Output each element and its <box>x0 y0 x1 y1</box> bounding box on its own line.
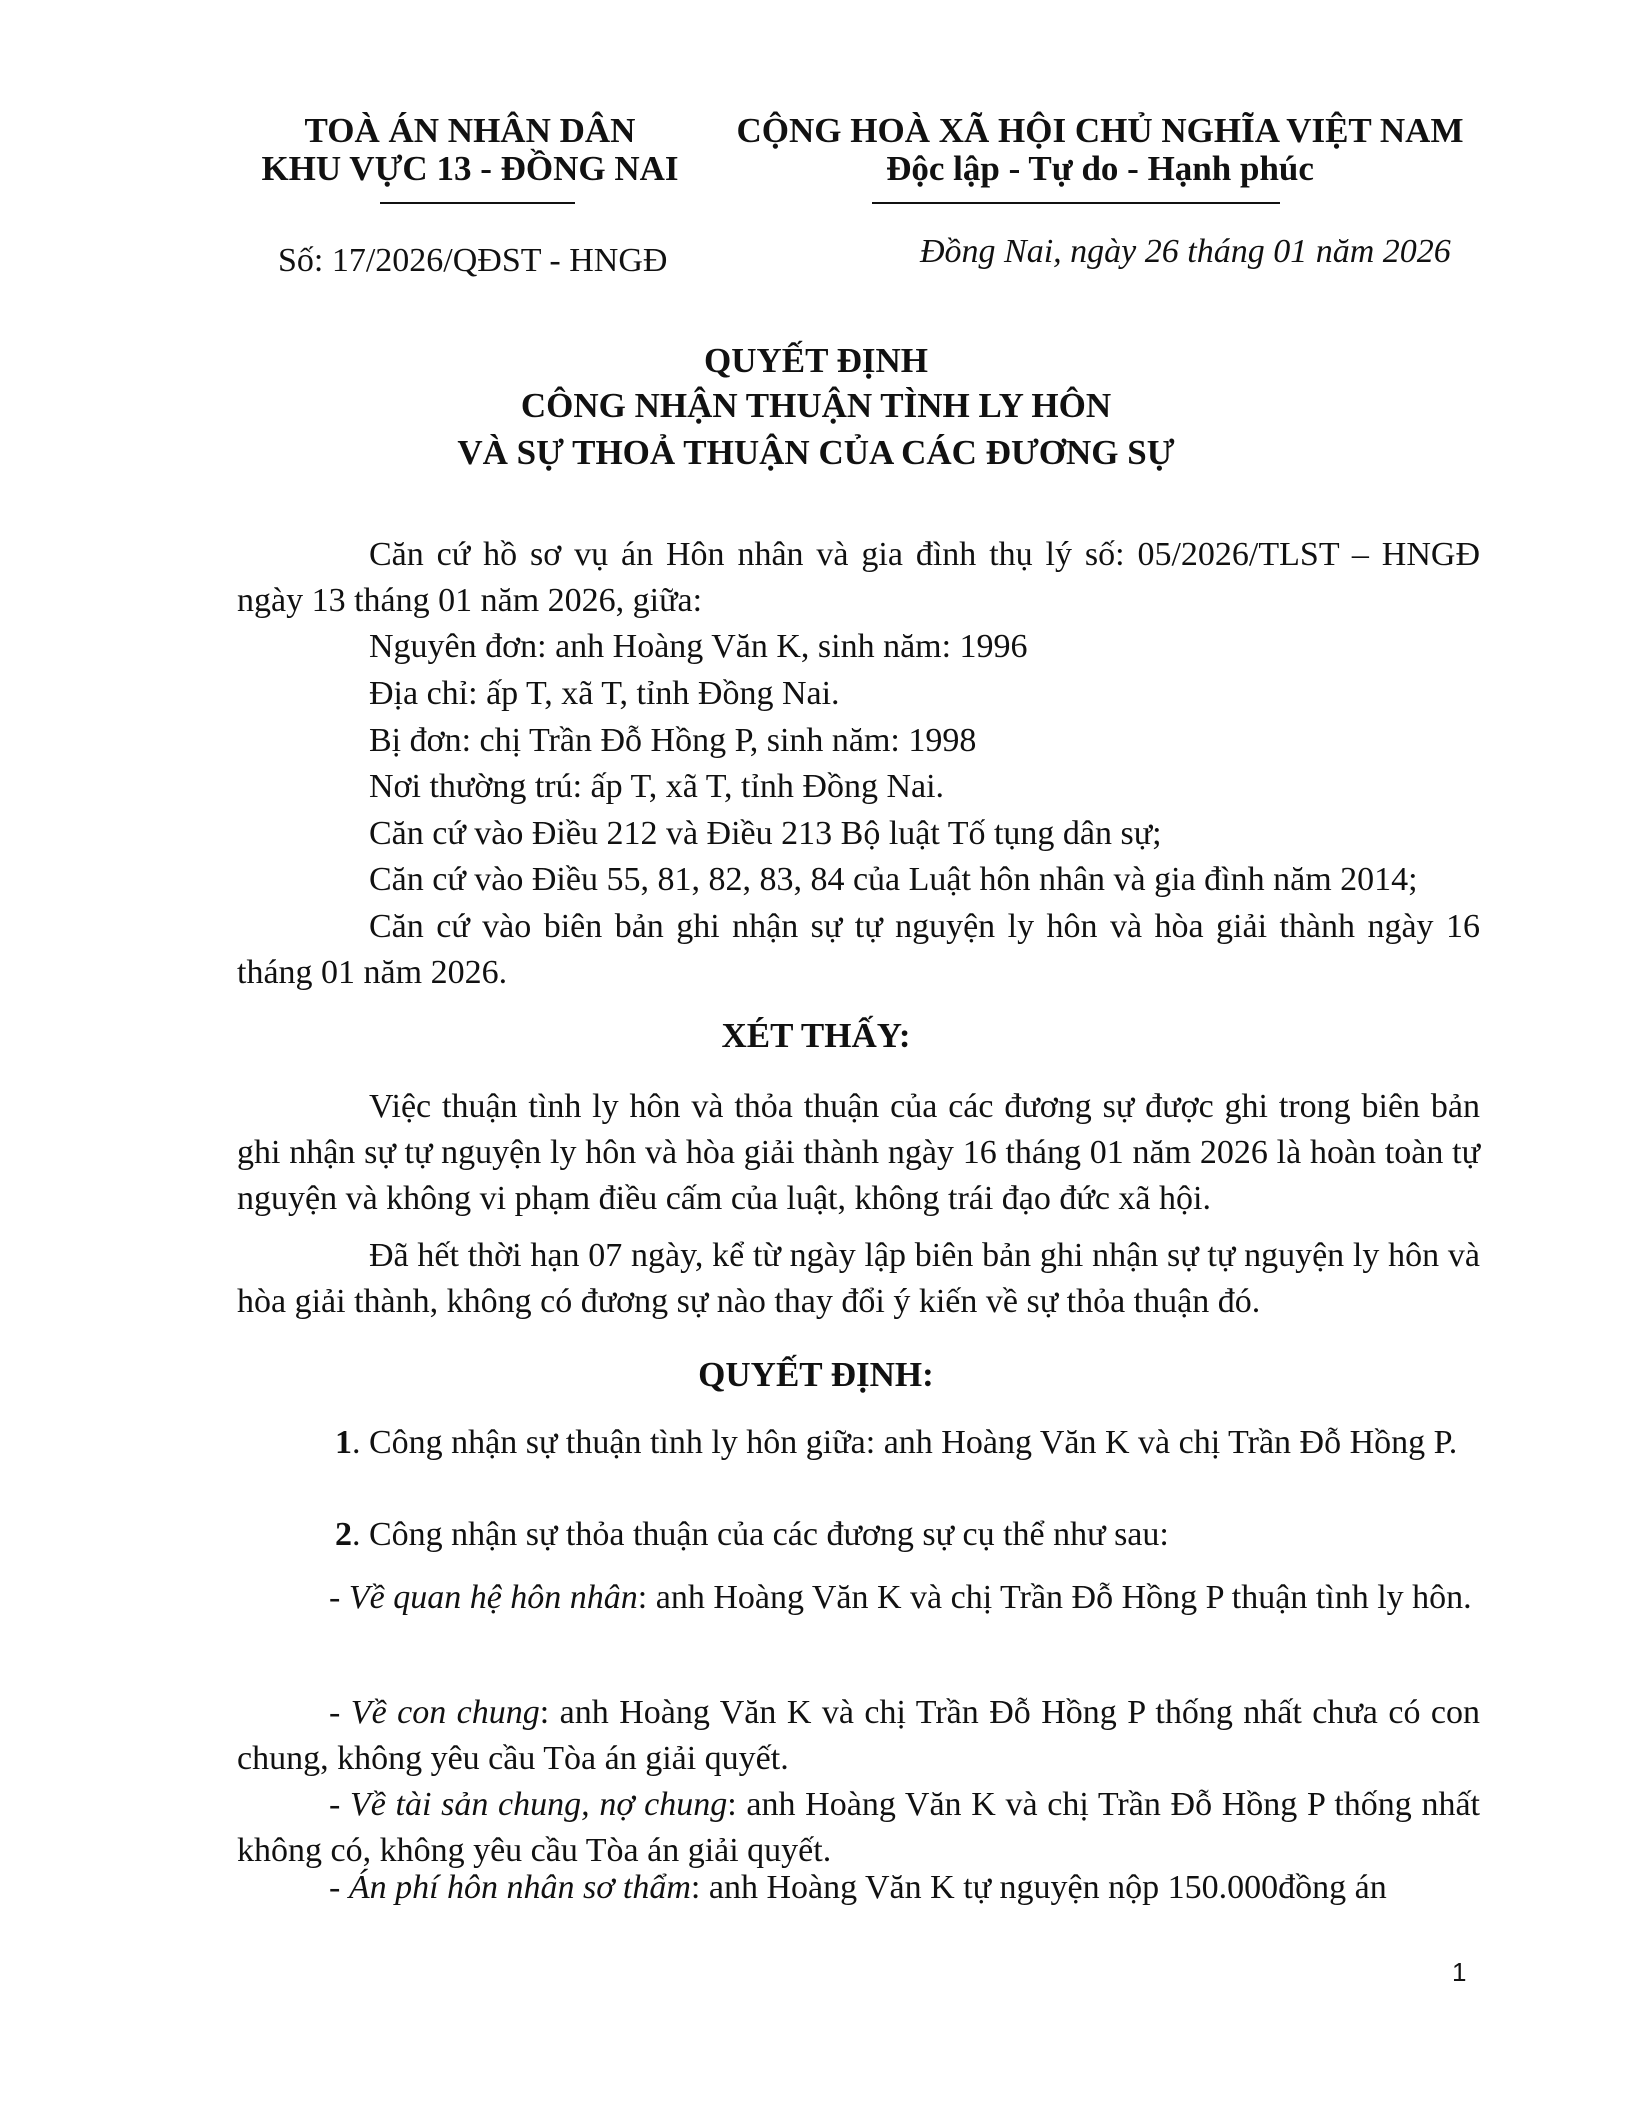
property-text: : anh Hoàng Văn K và chị Trần Đỗ Hồng P thống nhất không có, không yêu cầu Tòa án giải quyết. <box>237 1786 1480 1869</box>
decision-heading: QUYẾT ĐỊNH: <box>698 1355 934 1394</box>
title-line3: VÀ SỰ THOẢ THUẬN CỦA CÁC ĐƯƠNG SỰ <box>457 433 1175 472</box>
legal-basis-record: Căn cứ vào biên bản ghi nhận sự tự nguyện ly hôn và hòa giải thành ngày 16 tháng 01 năm 2026. <box>237 908 1480 991</box>
decision-item-2-number: 2 <box>335 1516 352 1553</box>
basis-intro: Căn cứ hồ sơ vụ án Hôn nhân và gia đình thụ lý số: 05/2026/TLST – HNGĐ ngày 13 tháng 01 năm 2026, giữa: <box>237 536 1480 619</box>
property-label: Về tài sản chung, nợ chung <box>350 1786 728 1823</box>
decision-property: - Về tài sản chung, nợ chung: anh Hoàng Văn K và chị Trần Đỗ Hồng P thống nhất không có, không yêu cầu Tòa án giải quyết. <box>237 1786 1480 1869</box>
fee-text: : anh Hoàng Văn K tự nguyện nộp 150.000đồng án <box>690 1869 1387 1906</box>
court-name-line1: TOÀ ÁN NHÂN DÂN <box>304 111 636 150</box>
defendant: Bị đơn: chị Trần Đỗ Hồng P, sinh năm: 1998 <box>369 722 977 759</box>
decision-item-2-text: . Công nhận sự thỏa thuận của các đương sự cụ thể như sau: <box>352 1516 1169 1553</box>
decision-item-1-number: 1 <box>335 1424 352 1461</box>
legal-basis-2: Căn cứ vào Điều 55, 81, 82, 83, 84 của Luật hôn nhân và gia đình năm 2014; <box>369 861 1418 898</box>
document-number: Số: 17/2026/QĐST - HNGĐ <box>278 242 668 279</box>
title-line2: CÔNG NHẬN THUẬN TÌNH LY HÔN <box>520 386 1112 425</box>
court-underline <box>380 202 575 204</box>
court-name-line2: KHU VỰC 13 - ĐỒNG NAI <box>261 149 679 188</box>
legal-basis-1: Căn cứ vào Điều 212 và Điều 213 Bộ luật Tố tụng dân sự; <box>369 815 1162 852</box>
decision-item-1-text: . Công nhận sự thuận tình ly hôn giữa: anh Hoàng Văn K và chị Trần Đỗ Hồng P. <box>352 1424 1458 1461</box>
decision-children: - Về con chung: anh Hoàng Văn K và chị Trần Đỗ Hồng P thống nhất chưa có con chung, không yêu cầu Tòa án giải quyết. <box>237 1694 1481 1777</box>
findings-paragraph-1: Việc thuận tình ly hôn và thỏa thuận của các đương sự được ghi trong biên bản ghi nhận sự tự nguyện ly hôn và hòa giải thành ngày 16 tháng 01 năm 2026 là hoàn toàn tự nguyện và không vi phạm điều cấm của luật, không trái đạo đức xã hội. <box>237 1088 1480 1217</box>
decision-marriage: - Về quan hệ hôn nhân: anh Hoàng Văn K và chị Trần Đỗ Hồng P thuận tình ly hôn. <box>329 1579 1472 1616</box>
findings-paragraph-2: Đã hết thời hạn 07 ngày, kể từ ngày lập biên bản ghi nhận sự tự nguyện ly hôn và hòa giải thành, không có đương sự nào thay đổi ý kiến về sự thỏa thuận đó. <box>237 1237 1480 1320</box>
children-text: : anh Hoàng Văn K và chị Trần Đỗ Hồng P thống nhất chưa có con chung, không yêu cầu Tòa án giải quyết. <box>237 1694 1481 1777</box>
decision-item-2 <box>237 1512 1480 1558</box>
defendant-address: Nơi thường trú: ấp T, xã T, tỉnh Đồng Nai. <box>369 768 945 805</box>
national-motto <box>730 112 1470 188</box>
fee-label: Án phí hôn nhân sơ thẩm <box>348 1869 691 1906</box>
children-label: Về con chung <box>350 1694 540 1731</box>
marriage-label: Về quan hệ hôn nhân <box>348 1579 638 1616</box>
country-name: CỘNG HOÀ XÃ HỘI CHỦ NGHĨA VIỆT NAM <box>736 111 1464 150</box>
motto-underline <box>872 202 1280 204</box>
findings-heading: XÉT THẤY: <box>721 1016 911 1055</box>
decision-fee: - Án phí hôn nhân sơ thẩm: anh Hoàng Văn K tự nguyện nộp 150.000đồng án <box>329 1869 1387 1906</box>
plaintiff: Nguyên đơn: anh Hoàng Văn K, sinh năm: 1996 <box>369 628 1028 665</box>
decision-item-1 <box>237 1420 1480 1466</box>
title-line1: QUYẾT ĐỊNH <box>704 341 928 380</box>
marriage-text: : anh Hoàng Văn K và chị Trần Đỗ Hồng P thuận tình ly hôn. <box>637 1579 1472 1616</box>
place-date: Đồng Nai, ngày 26 tháng 01 năm 2026 <box>920 233 1451 270</box>
motto: Độc lập - Tự do - Hạnh phúc <box>886 149 1314 188</box>
page-number: 1 <box>1452 1957 1467 1987</box>
court-name <box>250 112 690 188</box>
plaintiff-address: Địa chỉ: ấp T, xã T, tỉnh Đồng Nai. <box>369 675 840 712</box>
